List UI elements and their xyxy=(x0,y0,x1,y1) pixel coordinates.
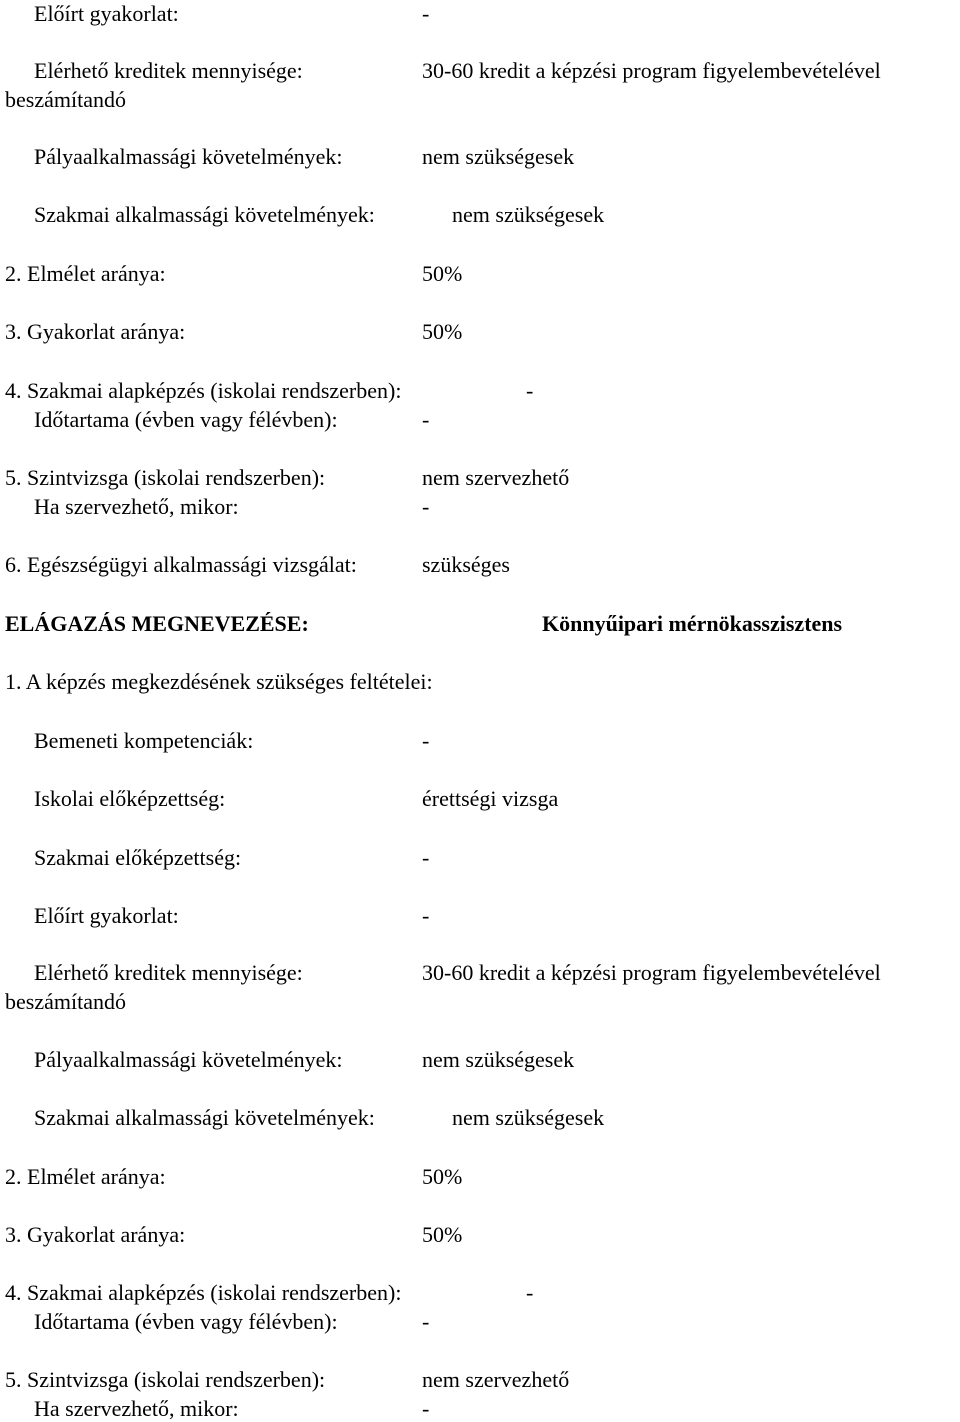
palyaalkalmassagi-label: Pályaalkalmassági követelmények: xyxy=(34,144,343,169)
eloirt-gyakorlat-label: Előírt gyakorlat: xyxy=(34,1,179,26)
szakmai-alkalmassagi-value-2: nem szükségesek xyxy=(452,1105,605,1130)
idotartama-value-2: - xyxy=(422,1309,430,1334)
elmelet-aranya-value-2: 50% xyxy=(422,1164,463,1189)
kreditek-value-2: 30-60 kredit a képzési program figyelembevételével xyxy=(422,960,881,985)
kreditek-value: 30-60 kredit a képzési program figyelembevételével xyxy=(422,58,881,83)
kreditek-value-continued-2: beszámítandó xyxy=(5,989,126,1014)
bemeneti-kompetenciak-label: Bemeneti kompetenciák: xyxy=(34,728,254,753)
szakmai-alapkepzes-label-2: 4. Szakmai alapképzés (iskolai rendszerben): xyxy=(5,1280,402,1305)
szintvizsga-label-2: 5. Szintvizsga (iskolai rendszerben): xyxy=(5,1367,326,1392)
szakmai-alapkepzes-value: - xyxy=(526,378,534,403)
gyakorlat-aranya-label: 3. Gyakorlat aránya: xyxy=(5,319,186,344)
ha-szervezheto-value: - xyxy=(422,494,430,519)
gyakorlat-aranya-value-2: 50% xyxy=(422,1222,463,1247)
szintvizsga-label: 5. Szintvizsga (iskolai rendszerben): xyxy=(5,465,326,490)
eloirt-gyakorlat-label-2: Előírt gyakorlat: xyxy=(34,903,179,928)
kepzes-feltetelei-heading: 1. A képzés megkezdésének szükséges feltételei: xyxy=(5,669,433,694)
idotartama-label-2: Időtartama (évben vagy félévben): xyxy=(34,1309,338,1334)
palyaalkalmassagi-value: nem szükségesek xyxy=(422,144,575,169)
szintvizsga-value: nem szervezhető xyxy=(422,465,570,490)
iskolai-elokepzettseg-label: Iskolai előképzettség: xyxy=(34,786,226,811)
ha-szervezheto-label-2: Ha szervezhető, mikor: xyxy=(34,1396,239,1421)
eloirt-gyakorlat-value-2: - xyxy=(422,903,430,928)
szakmai-alkalmassagi-value: nem szükségesek xyxy=(452,202,605,227)
bemeneti-kompetenciak-value: - xyxy=(422,728,430,753)
szakmai-alkalmassagi-label-2: Szakmai alkalmassági követelmények: xyxy=(34,1105,375,1130)
egeszsegugyi-label: 6. Egészségügyi alkalmassági vizsgálat: xyxy=(5,552,357,577)
gyakorlat-aranya-value: 50% xyxy=(422,319,463,344)
idotartama-value: - xyxy=(422,407,430,432)
elmelet-aranya-label: 2. Elmélet aránya: xyxy=(5,261,166,286)
szakmai-elokepzettseg-value: - xyxy=(422,845,430,870)
elagazas-label: ELÁGAZÁS MEGNEVEZÉSE: xyxy=(5,611,309,636)
kreditek-label: Elérhető kreditek mennyisége: xyxy=(34,58,303,83)
szakmai-alapkepzes-label: 4. Szakmai alapképzés (iskolai rendszerben): xyxy=(5,378,402,403)
kreditek-label-2: Elérhető kreditek mennyisége: xyxy=(34,960,303,985)
iskolai-elokepzettseg-value: érettségi vizsga xyxy=(422,786,559,811)
idotartama-label: Időtartama (évben vagy félévben): xyxy=(34,407,338,432)
kreditek-value-continued: beszámítandó xyxy=(5,87,126,112)
szakmai-elokepzettseg-label: Szakmai előképzettség: xyxy=(34,845,242,870)
ha-szervezheto-label: Ha szervezhető, mikor: xyxy=(34,494,239,519)
szakmai-alapkepzes-value-2: - xyxy=(526,1280,534,1305)
eloirt-gyakorlat-value: - xyxy=(422,1,430,26)
szakmai-alkalmassagi-label: Szakmai alkalmassági követelmények: xyxy=(34,202,375,227)
elmelet-aranya-label-2: 2. Elmélet aránya: xyxy=(5,1164,166,1189)
gyakorlat-aranya-label-2: 3. Gyakorlat aránya: xyxy=(5,1222,186,1247)
egeszsegugyi-value: szükséges xyxy=(422,552,510,577)
palyaalkalmassagi-label-2: Pályaalkalmassági követelmények: xyxy=(34,1047,343,1072)
szintvizsga-value-2: nem szervezhető xyxy=(422,1367,570,1392)
ha-szervezheto-value-2: - xyxy=(422,1396,430,1421)
palyaalkalmassagi-value-2: nem szükségesek xyxy=(422,1047,575,1072)
elmelet-aranya-value: 50% xyxy=(422,261,463,286)
elagazas-value: Könnyűipari mérnökasszisztens xyxy=(542,611,843,636)
